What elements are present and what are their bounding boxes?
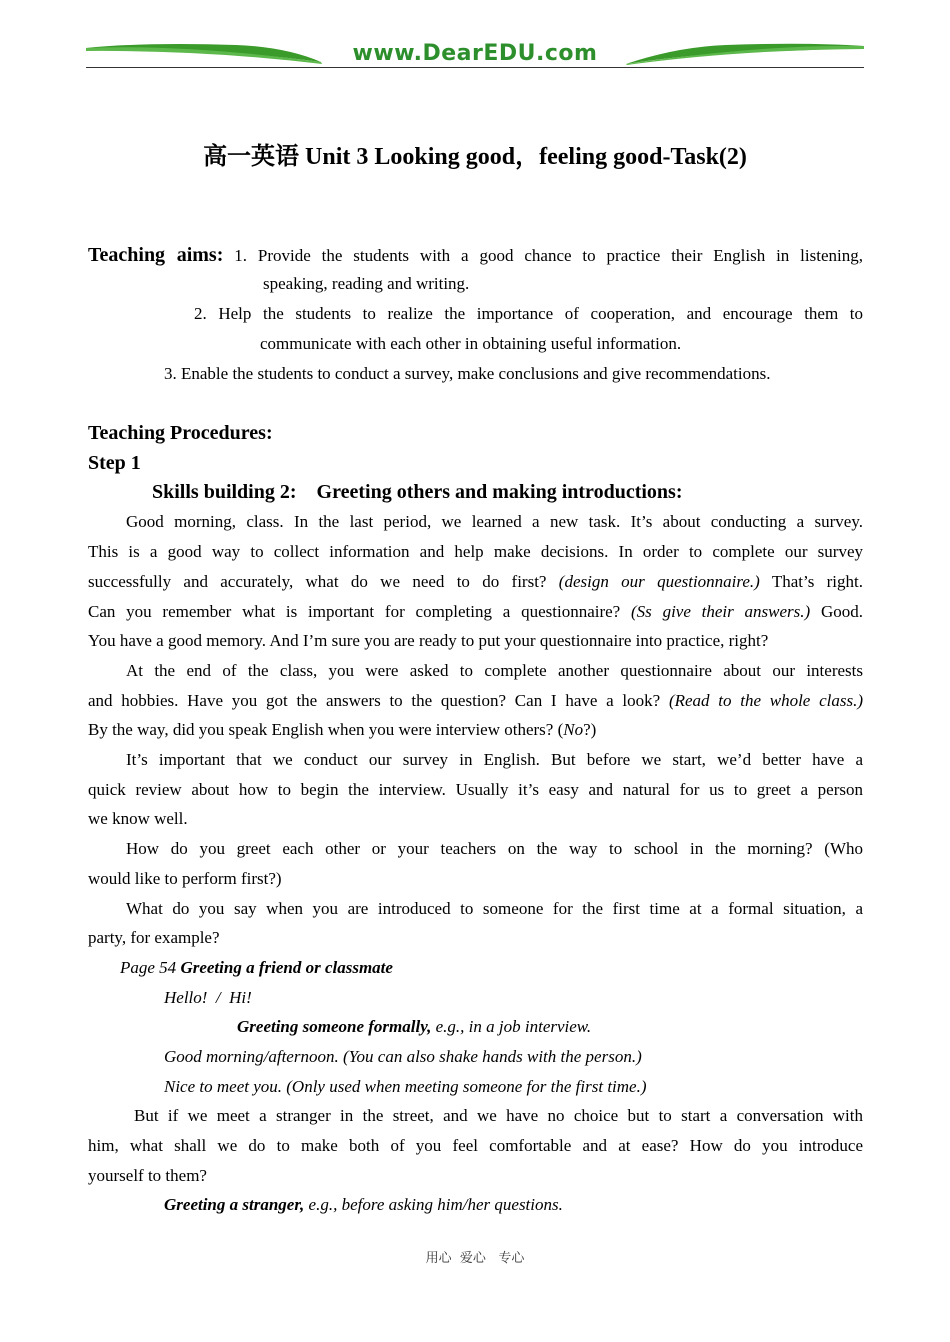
page-title: 高一英语 Unit 3 Looking good，feeling good-Task(2)	[203, 144, 747, 170]
book-morning: Good morning/afternoon. (You can also shake hands with the person.)	[164, 1047, 642, 1066]
p3-line-3: we know well.	[88, 809, 188, 828]
p6-line-1: But if we meet a stranger in the street, and we have no choice but to start a conversation with	[134, 1106, 863, 1125]
aims-line-1: Teaching aims: 1. Provide the students with a good chance to practice their English in listening,	[88, 244, 863, 266]
p1-line-5: You have a good memory. And I’m sure you are ready to put your questionnaire into practice, right?	[88, 631, 769, 650]
book-stranger: Greeting a stranger, e.g., before asking him/her questions.	[164, 1195, 563, 1214]
book-hello: Hello! / Hi!	[164, 988, 252, 1007]
book-formal: Greeting someone formally, e.g., in a job interview.	[237, 1017, 592, 1036]
site-url: www.DearEDU.com	[352, 41, 598, 66]
step-heading: Step 1	[88, 452, 141, 474]
p2-line-2: and hobbies. Have you got the answers to the question? Can I have a look? (Read to the whole class.)	[88, 691, 863, 710]
book-nice: Nice to meet you. (Only used when meeting someone for the first time.)	[164, 1077, 647, 1096]
p5-line-1: What do you say when you are introduced to someone for the first time at a formal situation, a	[126, 899, 863, 918]
header-divider	[86, 67, 864, 68]
aims-line-2: speaking, reading and writing.	[263, 274, 470, 293]
p4-line-1: How do you greet each other or your teachers on the way to school in the morning? (Who	[126, 839, 863, 858]
site-header	[86, 38, 864, 70]
procedures-heading: Teaching Procedures:	[88, 422, 273, 444]
p5-line-2: party, for example?	[88, 928, 220, 947]
p1-line-3: successfully and accurately, what do we need to do first? (design our questionnaire.) That’s right.	[88, 572, 863, 591]
aims-line-4: communicate with each other in obtaining useful information.	[260, 334, 682, 353]
p2-line-1: At the end of the class, you were asked to complete another questionnaire about our interests	[126, 661, 863, 680]
book-page-line: Page 54 Greeting a friend or classmate	[120, 958, 393, 977]
p3-line-1: It’s important that we conduct our survey in English. But before we start, we’d better have a	[126, 750, 863, 769]
skills-heading: Skills building 2: Greeting others and making introductions:	[152, 481, 683, 503]
p1-line-4: Can you remember what is important for completing a questionnaire? (Ss give their answers.) Good.	[88, 602, 863, 621]
p1-line-1: Good morning, class. In the last period, we learned a new task. It’s about conducting a survey.	[126, 512, 863, 531]
aims-label: Teaching aims:	[88, 244, 224, 266]
aims-line-3: 2. Help the students to realize the importance of cooperation, and encourage them to	[194, 304, 863, 323]
p2-line-3: By the way, did you speak English when you were interview others? (No?)	[88, 720, 597, 739]
p3-line-2: quick review about how to begin the interview. Usually it’s easy and natural for us to greet a person	[88, 780, 863, 799]
aims-line-5: 3. Enable the students to conduct a survey, make conclusions and give recommendations.	[164, 364, 771, 383]
p1-line-2: This is a good way to collect information and help make decisions. In order to complete our survey	[88, 542, 863, 561]
page-footer: 用心 爱心 专心	[425, 1251, 525, 1266]
p4-line-2: would like to perform first?)	[88, 869, 282, 888]
p6-line-3: yourself to them?	[88, 1166, 207, 1185]
p6-line-2: him, what shall we do to make both of you feel comfortable and at ease? How do you introduce	[88, 1136, 863, 1155]
